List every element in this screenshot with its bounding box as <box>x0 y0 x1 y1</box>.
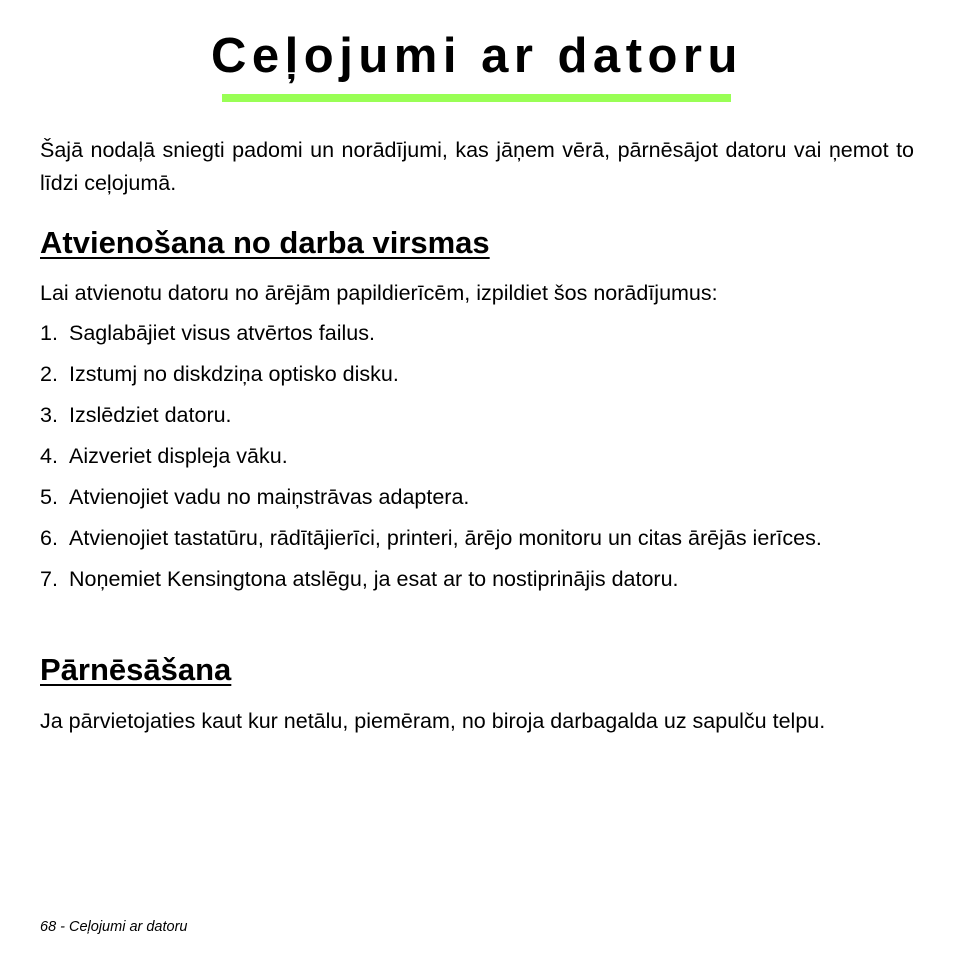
section-heading-disconnect: Atvienošana no darba virsmas <box>40 225 490 260</box>
step-text: Noņemiet Kensingtona atslēgu, ja esat ar to nostiprinājis datoru. <box>69 567 679 591</box>
list-item <box>40 481 914 514</box>
list-item <box>40 358 914 391</box>
step-number: 2. <box>40 362 58 386</box>
list-item <box>40 522 914 555</box>
step-text: Atvienojiet vadu no maiņstrāvas adaptera. <box>69 485 470 509</box>
step-text: Aizveriet displeja vāku. <box>69 444 288 468</box>
step-number: 1. <box>40 321 58 345</box>
intro-paragraph: Šajā nodaļā sniegti padomi un norādījumi, kas jāņem vērā, pārnēsājot datoru vai ņemot to līdzi ceļojumā. <box>40 138 914 195</box>
list-item <box>40 440 914 473</box>
step-text: Saglabājiet visus atvērtos failus. <box>69 321 375 345</box>
step-number: 5. <box>40 485 58 509</box>
section-heading-carrying: Pārnēsāšana <box>40 652 232 687</box>
title-underline-bar <box>222 94 731 102</box>
page-footer: 68 - Ceļojumi ar datoru <box>40 919 188 935</box>
step-text: Izstumj no diskdziņa optisko disku. <box>69 362 399 386</box>
step-number: 4. <box>40 444 58 468</box>
step-number: 3. <box>40 403 58 427</box>
carrying-paragraph: Ja pārvietojaties kaut kur netālu, piemēram, no biroja darbagalda uz sapulču telpu. <box>40 709 826 733</box>
step-number: 7. <box>40 567 58 591</box>
list-item <box>40 563 914 596</box>
page-title: Ceļojumi ar datoru <box>211 29 743 83</box>
step-number: 6. <box>40 526 58 550</box>
step-text: Izslēdziet datoru. <box>69 403 232 427</box>
list-item <box>40 317 914 350</box>
section-lead-paragraph: Lai atvienotu datoru no ārējām papildierīcēm, izpildiet šos norādījumus: <box>40 281 718 305</box>
steps-list <box>40 317 914 604</box>
list-item <box>40 399 914 432</box>
step-text: Atvienojiet tastatūru, rādītājierīci, printeri, ārējo monitoru un citas ārējās ierīces. <box>69 526 822 550</box>
